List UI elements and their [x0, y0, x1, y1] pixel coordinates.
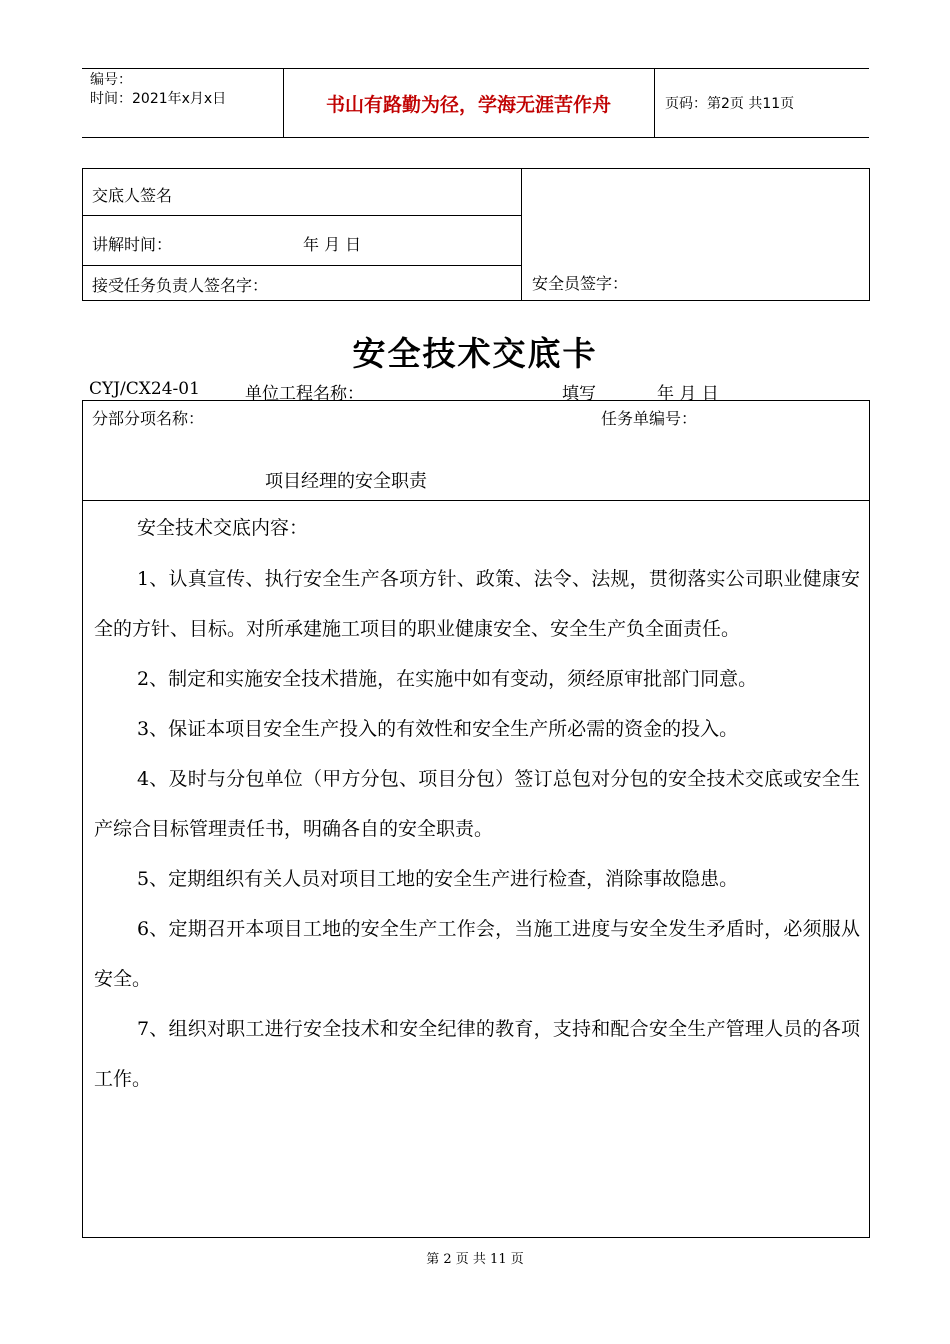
page-header: [82, 68, 869, 138]
content-item: 4、及时与分包单位（甲方分包、项目分包）签订总包对分包的安全技术交底或安全生产综合目标管理责任书，明确各自的安全职责。: [94, 768, 860, 840]
fill-label: 填写: [562, 384, 596, 404]
header-motto: 书山有路勤为径，学海无涯苦作舟: [325, 93, 611, 116]
content-item: 7、组织对职工进行安全技术和安全纪律的教育，支持和配合安全生产管理人员的各项工作。: [94, 1018, 860, 1090]
content-item: 6、定期召开本项目工地的安全生产工作会，当施工进度与安全发生矛盾时，必须服从安全。: [94, 918, 860, 990]
content-heading: 安全技术交底内容：: [137, 517, 309, 539]
content-item: 3、保证本项目安全生产投入的有效性和安全生产所必需的资金的投入。: [137, 718, 739, 740]
number-label: 编号：: [90, 72, 132, 88]
sub-project-label: 分部分项名称：: [92, 409, 205, 428]
task-number-label: 任务单编号：: [601, 409, 698, 428]
table-divider: [521, 169, 522, 300]
disclosure-form: [82, 400, 870, 1238]
header-divider: [654, 69, 655, 137]
receiver-sign-label: 接受任务负责人签名字：: [92, 276, 269, 295]
form-code: CYJ/CX24-01: [89, 379, 200, 399]
content-item: 5、定期组织有关人员对项目工地的安全生产进行检查，消除事故隐患。: [137, 868, 739, 890]
explain-time-label: 讲解时间：: [92, 235, 173, 254]
page-footer: 第 2 页 共 11 页: [426, 1252, 524, 1267]
content-item: 1、认真宣传、执行安全生产各项方针、政策、法令、法规，贯彻落实公司职业健康安全的方针、目标。对所承建施工项目的职业健康安全、安全生产负全面责任。: [94, 568, 860, 640]
fill-date: 年 月 日: [657, 384, 719, 404]
project-name-label: 单位工程名称：: [245, 384, 364, 404]
page-title: 安全技术交底卡: [352, 334, 598, 373]
presenter-sign-label: 交底人签名: [92, 186, 173, 205]
table-divider: [83, 265, 521, 266]
table-divider: [83, 215, 521, 216]
content-item: 2、制定和实施安全技术措施，在实施中如有变动，须经原审批部门同意。: [137, 668, 758, 690]
explain-date: 年 月 日: [303, 235, 362, 254]
subject-title: 项目经理的安全职责: [265, 471, 427, 492]
signature-table: [82, 168, 870, 301]
content-section: [83, 501, 869, 1104]
safety-officer-sign-label: 安全员签字：: [532, 274, 629, 293]
header-page-info: 页码：第2页 共11页: [665, 96, 795, 112]
header-left: [90, 71, 226, 109]
time-label: 时间：2021年x月x日: [90, 91, 227, 107]
